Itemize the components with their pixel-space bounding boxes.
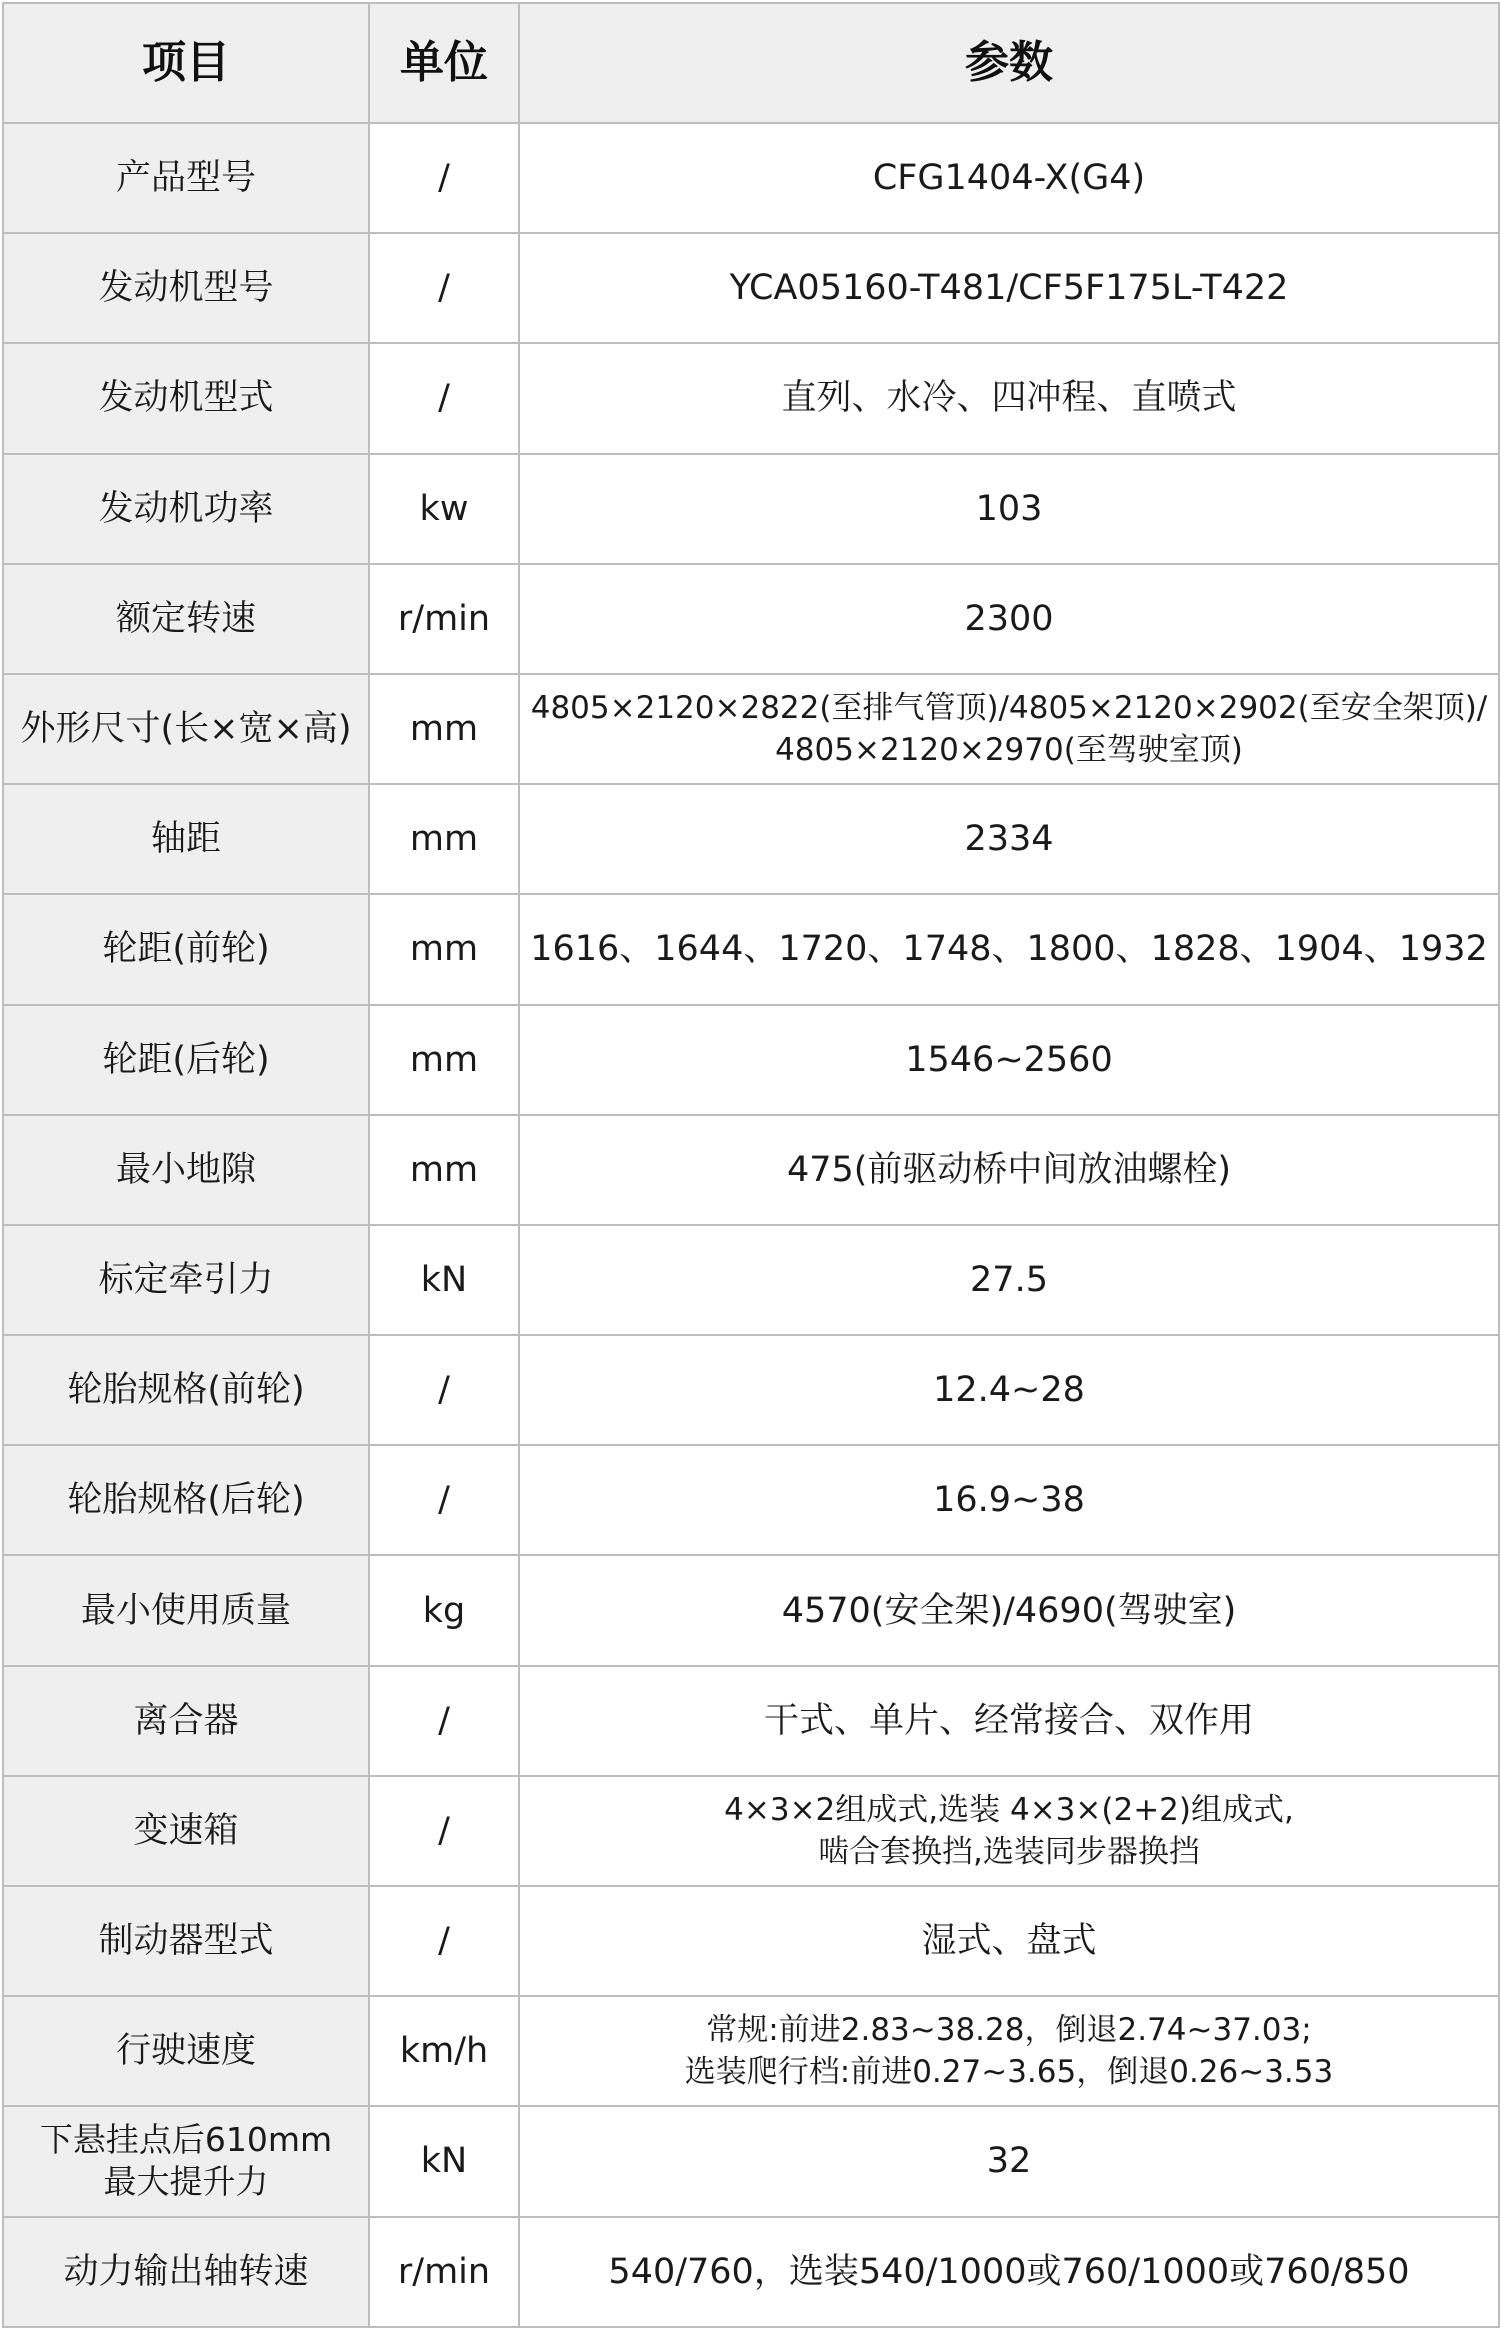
- header-param: 参数: [519, 3, 1499, 123]
- item-cell: [3, 233, 369, 343]
- param-text: 选装爬行档:前进0.27~3.65，倒退0.26~3.53: [684, 2054, 1334, 2091]
- table-header-row: [3, 3, 1499, 123]
- item-cell: [3, 1445, 369, 1555]
- param-cell: [519, 894, 1499, 1004]
- item-cell: [3, 2106, 369, 2216]
- param-text: 103: [975, 488, 1043, 529]
- item-cell: [3, 1005, 369, 1115]
- param-cell: [519, 1555, 1499, 1665]
- param-text: 常规:前进2.83~38.28，倒退2.74~37.03;: [706, 2012, 1312, 2049]
- table-row: [3, 1886, 1499, 1996]
- unit-cell: r/min: [369, 2217, 519, 2327]
- unit-cell: mm: [369, 674, 519, 784]
- item-text: 下悬挂点后610mm: [39, 2120, 333, 2160]
- unit-cell: /: [369, 233, 519, 343]
- param-text: 啮合套换挡,选装同步器换挡: [818, 1833, 1200, 1870]
- table-row: [3, 233, 1499, 343]
- item-text: 最小地隙: [115, 1149, 256, 1190]
- param-text: 2334: [964, 819, 1054, 860]
- table-row: [3, 1005, 1499, 1115]
- param-text: 4×3×2组成式,选装 4×3×(2+2)组成式,: [724, 1791, 1294, 1828]
- table-row: [3, 674, 1499, 784]
- param-cell: [519, 674, 1499, 784]
- item-text: 发动机型号: [98, 268, 274, 309]
- param-text: 干式、单片、经常接合、双作用: [763, 1700, 1254, 1741]
- item-text: 轮距(后轮): [102, 1039, 270, 1080]
- item-cell: [3, 894, 369, 1004]
- table-row: [3, 1996, 1499, 2106]
- unit-cell: /: [369, 1445, 519, 1555]
- table-row: [3, 784, 1499, 894]
- item-cell: [3, 674, 369, 784]
- table-row: [3, 1225, 1499, 1335]
- table-row: [3, 564, 1499, 674]
- item-text: 制动器型式: [98, 1921, 274, 1962]
- header-unit: 单位: [369, 3, 519, 123]
- param-cell: [519, 233, 1499, 343]
- item-text: 轴距: [150, 819, 221, 860]
- param-cell: [519, 784, 1499, 894]
- item-text: 产品型号: [115, 158, 256, 199]
- param-cell: [519, 1666, 1499, 1776]
- table-row: [3, 1115, 1499, 1225]
- item-text: 标定牵引力: [98, 1259, 274, 1300]
- param-cell: [519, 1886, 1499, 1996]
- unit-cell: mm: [369, 894, 519, 1004]
- item-cell: [3, 1776, 369, 1886]
- item-text: 轮胎规格(后轮): [67, 1480, 305, 1521]
- param-cell: [519, 343, 1499, 453]
- item-cell: [3, 1335, 369, 1445]
- param-text: 2300: [964, 598, 1054, 639]
- unit-cell: /: [369, 123, 519, 233]
- unit-cell: mm: [369, 784, 519, 894]
- table-row: [3, 123, 1499, 233]
- param-text: 1546~2560: [905, 1039, 1113, 1080]
- item-text: 最大提升力: [103, 2162, 269, 2202]
- param-cell: [519, 2106, 1499, 2216]
- param-cell: [519, 2217, 1499, 2327]
- item-text: 变速箱: [133, 1810, 239, 1851]
- unit-cell: r/min: [369, 564, 519, 674]
- param-text: 直列、水冷、四冲程、直喷式: [781, 378, 1237, 419]
- unit-cell: kw: [369, 454, 519, 564]
- unit-cell: kN: [369, 2106, 519, 2216]
- item-cell: [3, 1666, 369, 1776]
- param-cell: [519, 1335, 1499, 1445]
- param-cell: [519, 454, 1499, 564]
- unit-cell: /: [369, 343, 519, 453]
- param-text: 4805×2120×2822(至排气管顶)/4805×2120×2902(至安全架顶)/: [530, 690, 1488, 727]
- param-cell: [519, 1445, 1499, 1555]
- item-cell: [3, 784, 369, 894]
- table-row: [3, 1445, 1499, 1555]
- item-text: 轮胎规格(前轮): [67, 1370, 305, 1411]
- item-cell: [3, 2217, 369, 2327]
- param-cell: [519, 1115, 1499, 1225]
- param-text: YCA05160-T481/CF5F175L-T422: [729, 268, 1289, 309]
- item-text: 额定转速: [115, 598, 256, 639]
- table-row: [3, 454, 1499, 564]
- param-cell: [519, 564, 1499, 674]
- table-row: [3, 1776, 1499, 1886]
- param-text: 16.9~38: [933, 1480, 1085, 1521]
- table-row: [3, 894, 1499, 1004]
- item-text: 发动机型式: [98, 378, 274, 419]
- param-cell: [519, 1996, 1499, 2106]
- param-text: 32: [986, 2141, 1032, 2182]
- param-cell: [519, 1776, 1499, 1886]
- table-row: [3, 2106, 1499, 2216]
- unit-cell: mm: [369, 1115, 519, 1225]
- param-text: 湿式、盘式: [921, 1921, 1097, 1962]
- unit-cell: km/h: [369, 1996, 519, 2106]
- unit-cell: /: [369, 1666, 519, 1776]
- item-text: 最小使用质量: [80, 1590, 291, 1631]
- item-text: 离合器: [133, 1700, 239, 1741]
- param-cell: [519, 123, 1499, 233]
- param-cell: [519, 1005, 1499, 1115]
- item-cell: [3, 1996, 369, 2106]
- item-text: 轮距(前轮): [102, 929, 270, 970]
- unit-cell: /: [369, 1776, 519, 1886]
- item-cell: [3, 123, 369, 233]
- unit-cell: mm: [369, 1005, 519, 1115]
- item-text: 动力输出轴转速: [63, 2251, 309, 2292]
- unit-cell: /: [369, 1886, 519, 1996]
- table-row: [3, 1666, 1499, 1776]
- item-cell: [3, 1225, 369, 1335]
- item-cell: [3, 454, 369, 564]
- table-row: [3, 1555, 1499, 1665]
- spec-table: [2, 2, 1500, 2328]
- item-cell: [3, 1886, 369, 1996]
- param-text: 4570(安全架)/4690(驾驶室): [781, 1590, 1237, 1631]
- item-cell: [3, 1115, 369, 1225]
- header-item: 项目: [3, 3, 369, 123]
- unit-cell: kN: [369, 1225, 519, 1335]
- unit-cell: /: [369, 1335, 519, 1445]
- param-text: 540/760，选装540/1000或760/1000或760/850: [608, 2251, 1410, 2292]
- table-body: [3, 123, 1499, 2327]
- param-text: 1616、1644、1720、1748、1800、1828、1904、1932: [530, 929, 1488, 970]
- param-text: 12.4~28: [933, 1370, 1085, 1411]
- table-row: [3, 343, 1499, 453]
- item-cell: [3, 1555, 369, 1665]
- item-cell: [3, 564, 369, 674]
- param-text: CFG1404-X(G4): [872, 158, 1146, 199]
- table-row: [3, 1335, 1499, 1445]
- param-text: 4805×2120×2970(至驾驶室顶): [775, 732, 1243, 769]
- item-text: 外形尺寸(长×宽×高): [20, 709, 352, 750]
- table-row: [3, 2217, 1499, 2327]
- item-text: 行驶速度: [115, 2031, 256, 2072]
- param-text: 475(前驱动桥中间放油螺栓): [786, 1149, 1232, 1190]
- item-text: 发动机功率: [98, 488, 274, 529]
- unit-cell: kg: [369, 1555, 519, 1665]
- item-cell: [3, 343, 369, 453]
- param-text: 27.5: [970, 1259, 1048, 1300]
- param-cell: [519, 1225, 1499, 1335]
